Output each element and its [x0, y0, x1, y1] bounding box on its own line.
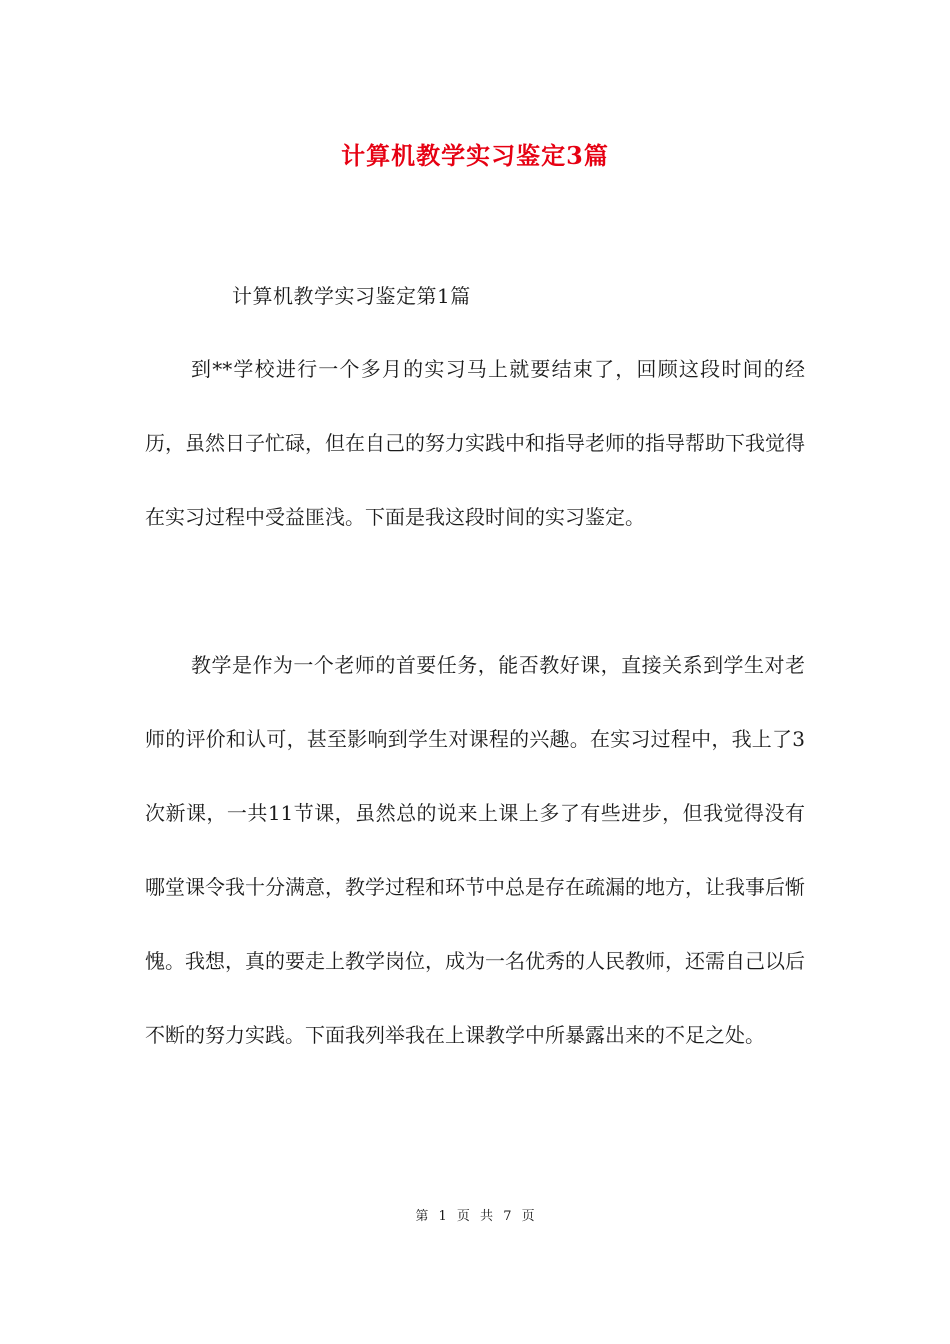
paragraph-1: 到**学校进行一个多月的实习马上就要结束了，回顾这段时间的经历，虽然日子忙碌，但在自己的努力实践中和指导老师的指导帮助下我觉得在实习过程中受益匪浅。下面是我这段时间的实习鉴定。 [145, 357, 805, 529]
section-heading: 计算机教学实习鉴定第1篇 [232, 284, 471, 308]
paragraph-2: 教学是作为一个老师的首要任务，能否教好课，直接关系到学生对老师的评价和认可，甚至影响到学生对课程的兴趣。在实习过程中，我上了3次新课，一共11节课，虽然总的说来上课上多了有些进步，但我觉得没有哪堂课令我十分满意，教学过程和环节中总是存在疏漏的地方，让我事后惭愧。我想，真的要走上教学岗位，成为一名优秀的人民教师，还需自己以后不断的努力实践。下面我列举我在上课教学中所暴露出来的不足之处。 [145, 653, 805, 1047]
document-title: 计算机教学实习鉴定3篇 [341, 141, 609, 170]
page-footer: 第 1 页 共 7 页 [415, 1209, 535, 1224]
